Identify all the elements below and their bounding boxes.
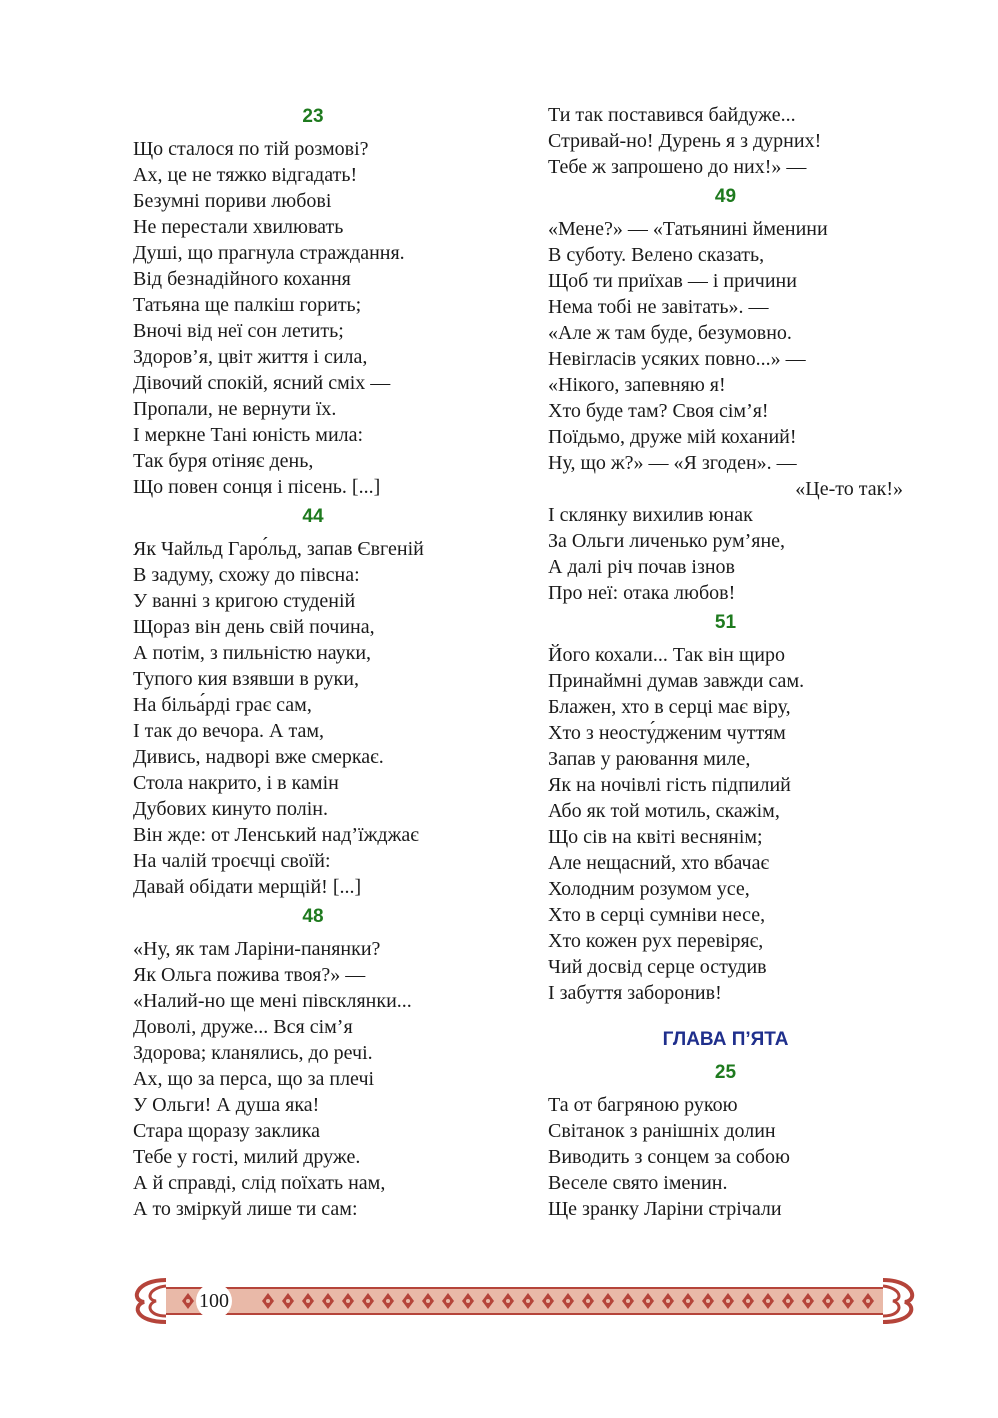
verse-line: А то зміркуй лише ти сам:	[133, 1198, 358, 1220]
ornament-motif-dot	[546, 1299, 550, 1303]
verse-line: Поїдьмо, друже мій коханий!	[548, 426, 797, 448]
verse-line: Дивись, надворі вже смеркає.	[133, 746, 384, 768]
verse-line: А далі річ почав ізнов	[548, 556, 735, 578]
verse-line: Ах, це не тяжко відгадать!	[133, 164, 358, 186]
verse-line: Ах, що за перса, що за плечі	[133, 1068, 375, 1090]
verse-line: Давай обідати мерщій! [...]	[133, 876, 362, 898]
verse-line: Що сів на квіті веснянім;	[548, 826, 763, 848]
verse-line: Вночі від неї сон летить;	[133, 320, 344, 342]
verse-line: Тебе у гості, милий друже.	[133, 1146, 361, 1168]
verse-line: Доволі, друже... Вся сім’я	[133, 1016, 353, 1038]
stanza-number: 23	[302, 106, 324, 127]
ornament-motif-dot	[706, 1299, 710, 1303]
verse-line: Дівочий спокій, ясний сміх —	[133, 372, 391, 394]
verse-line: Нема тобі не завітать». —	[548, 296, 769, 318]
ornament-motif-dot	[606, 1299, 610, 1303]
ornament-motif-dot	[406, 1299, 410, 1303]
verse-line: Тебе ж запрошено до них!» —	[548, 156, 807, 178]
verse-line: Тупого кия взявши в руки,	[133, 668, 359, 690]
stanza-number: 44	[302, 506, 324, 527]
verse-line: «Налий-но ще мені півсклянки...	[133, 990, 412, 1012]
ornament-motif-dot	[506, 1299, 510, 1303]
verse-line: Як на ночівлі гість підпилий	[548, 774, 791, 796]
verse-line: На більа́рді грає сам,	[133, 694, 312, 716]
verse-line: Безумні пориви любові	[133, 190, 332, 212]
ornament-motif-dot	[826, 1299, 830, 1303]
verse-line: Веселе свято іменин.	[548, 1172, 728, 1194]
ornament-motif-dot	[486, 1299, 490, 1303]
ornament-motif-dot	[586, 1299, 590, 1303]
verse-line: Він жде: от Ленський над’їжджає	[133, 824, 419, 846]
verse-line: Що сталося по тій розмові?	[133, 138, 369, 160]
verse-line: Та от багряною рукою	[548, 1094, 738, 1116]
verse-line: Стола накрито, і в камін	[133, 772, 339, 794]
verse-line: А потім, з пильністю науки,	[133, 642, 372, 664]
ornament-motif-dot	[746, 1299, 750, 1303]
verse-line: Про неї: отака любов!	[548, 582, 736, 604]
verse-line: Щоб ти приїхав — і причини	[548, 270, 797, 292]
verse-line: В задуму, схожу до півсна:	[133, 564, 360, 586]
ornament-motif-dot	[526, 1299, 530, 1303]
verse-line: Як Чайльд Гаро́льд, запав Євгеній	[133, 538, 424, 560]
verse-line: Або як той мотиль, скажім,	[548, 800, 780, 822]
ornament-border	[126, 1272, 923, 1328]
ornament-scroll-left-inner	[150, 1286, 166, 1316]
ornament-motif-dot	[646, 1299, 650, 1303]
verse-line: Ще зранку Ларіни стрічали	[548, 1198, 782, 1220]
verse-line: Татьяна ще палкіш горить;	[133, 294, 362, 316]
verse-line: Так буря отіняє день,	[133, 450, 314, 472]
verse-line: Душі, що прагнула страждання.	[133, 242, 405, 264]
verse-line: І меркне Тані юність мила:	[133, 424, 364, 446]
verse-line: І забуття заборонив!	[548, 982, 722, 1004]
ornament-motif-dot	[566, 1299, 570, 1303]
stanza-number: 51	[714, 612, 737, 633]
verse-line: Але нещасний, хто вбачає	[548, 852, 770, 874]
verse-line: Принаймні думав завжди сам.	[548, 670, 805, 692]
verse-line: Пропали, не вернути їх.	[133, 398, 337, 420]
ornament-motif-dot	[286, 1299, 290, 1303]
verse-line: Виводить з сонцем за собою	[548, 1146, 791, 1168]
verse-line: Холодним розумом усе,	[548, 878, 750, 900]
ornament-motif-dot	[186, 1299, 190, 1303]
verse-line: Хто буде там? Своя сім’я!	[548, 400, 769, 422]
verse-line: Від безнадійного кохання	[133, 268, 351, 290]
verse-line: Чий досвід серце остудив	[548, 956, 767, 978]
verse-line: А й справді, слід поїхать нам,	[133, 1172, 386, 1194]
verse-line: Хто з неосту́дженим чуттям	[548, 722, 786, 744]
ornament-motif-dot	[626, 1299, 630, 1303]
verse-line: Блажен, хто в серці має віру,	[548, 696, 791, 718]
verse-line: «Нікого, запевняю я!	[548, 374, 726, 396]
page-number: 100	[196, 1283, 232, 1319]
verse-line: Як Ольга пожива твоя?» —	[133, 964, 366, 986]
stanza-number: 49	[714, 186, 737, 207]
verse-line: На чалій троєчці своїй:	[133, 850, 331, 872]
verse-line: У ванні з кригою студеній	[133, 590, 356, 612]
verse-line: Ти так поставився байдуже...	[548, 104, 796, 126]
ornament-motif-dot	[386, 1299, 390, 1303]
ornament-motif-dot	[366, 1299, 370, 1303]
ornament-motif-dot	[426, 1299, 430, 1303]
verse-line: Не перестали хвилювать	[133, 216, 344, 238]
verse-line: І склянку вихилив юнак	[548, 504, 753, 526]
ornament-motif-dot	[666, 1299, 670, 1303]
verse-line: «Це-то так!»	[795, 478, 903, 500]
ornament-motif-dot	[846, 1299, 850, 1303]
ornament-motif-dot	[326, 1299, 330, 1303]
page-footer-ornament	[126, 1272, 923, 1328]
verse-line: Стривай-но! Дурень я з дурних!	[548, 130, 822, 152]
verse-line: Щораз він день свій почина,	[133, 616, 375, 638]
verse-line: Стара щоразу заклика	[133, 1120, 321, 1142]
ornament-motif-dot	[806, 1299, 810, 1303]
verse-line: У Ольги! А душа яка!	[133, 1094, 320, 1116]
verse-line: В суботу. Велено сказать,	[548, 244, 765, 266]
stanza-number: 25	[714, 1062, 737, 1083]
ornament-motif-dot	[446, 1299, 450, 1303]
ornament-motif-dot	[466, 1299, 470, 1303]
verse-line: Здоров’я, цвіт життя і сила,	[133, 346, 368, 368]
verse-line: І так до вечора. А там,	[133, 720, 325, 742]
verse-line: Запав у раювання миле,	[548, 748, 751, 770]
verse-line: «Але ж там буде, безумовно.	[548, 322, 792, 344]
ornament-motif-dot	[346, 1299, 350, 1303]
verse-line: Невігласів усяких повно...» —	[548, 348, 806, 370]
verse-line: Хто кожен рух перевіряє,	[548, 930, 764, 952]
verse-line: Що повен сонця і пісень. [...]	[133, 476, 381, 498]
verse-line: Ну, що ж?» — «Я згоден». —	[548, 452, 797, 474]
chapter-title: ГЛАВА П’ЯТА	[662, 1029, 789, 1050]
ornament-motif-dot	[266, 1299, 270, 1303]
ornament-motif-dot	[866, 1299, 870, 1303]
verse-line: Дубових кинуто полін.	[133, 798, 328, 820]
verse-line: За Ольги личенько рум’яне,	[548, 530, 786, 552]
verse-line: Хто в серці сумніви несе,	[548, 904, 766, 926]
stanza-number: 48	[302, 906, 324, 927]
ornament-scroll-right-inner	[883, 1286, 899, 1316]
ornament-motif-dot	[726, 1299, 730, 1303]
verse-line: Світанок з ранішніх долин	[548, 1120, 776, 1142]
ornament-motif-dot	[786, 1299, 790, 1303]
ornament-motif-dot	[766, 1299, 770, 1303]
verse-line: Його кохали... Так він щиро	[548, 644, 785, 666]
verse-line: Здорова; кланялись, до речі.	[133, 1042, 373, 1064]
ornament-motif-dot	[306, 1299, 310, 1303]
ornament-motif-dot	[686, 1299, 690, 1303]
verse-line: «Ну, як там Ларіни-панянки?	[133, 938, 381, 960]
verse-line: «Мене?» — «Татьянині йменини	[548, 218, 828, 240]
